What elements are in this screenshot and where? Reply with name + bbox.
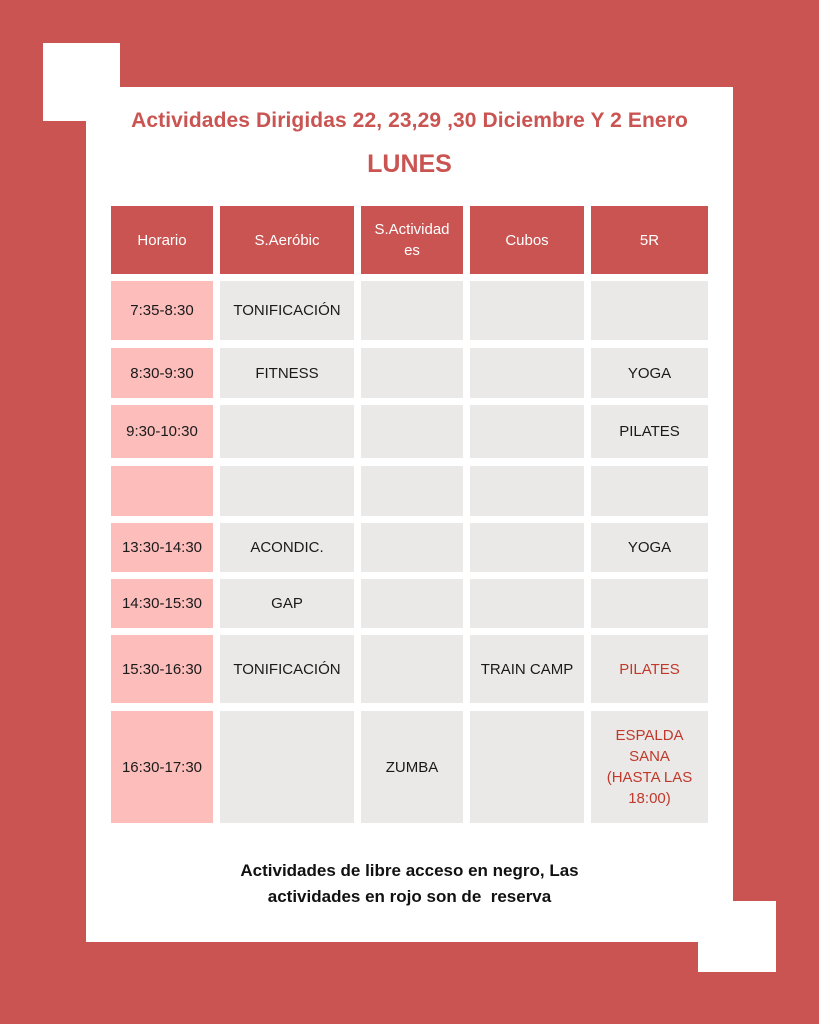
header-horario: Horario <box>111 206 213 274</box>
actividades-cell <box>361 579 463 628</box>
cubos-cell <box>470 523 584 572</box>
cubos-cell <box>470 579 584 628</box>
actividades-cell: ZUMBA <box>361 711 463 823</box>
5r-cell-reserve: ESPALDA SANA (HASTA LAS 18:00) <box>591 711 708 823</box>
aerobic-cell: ACONDIC. <box>220 523 354 572</box>
cubos-cell: TRAIN CAMP <box>470 635 584 703</box>
5r-cell: YOGA <box>591 348 708 398</box>
aerobic-cell: TONIFICACIÓN <box>220 635 354 703</box>
cubos-cell <box>470 711 584 823</box>
header-cubos: Cubos <box>470 206 584 274</box>
cubos-cell <box>470 405 584 458</box>
legend-line-1: Actividades de libre acceso en negro, Las <box>240 861 579 880</box>
legend-note <box>86 858 733 910</box>
legend-line-2: actividades en rojo son de reserva <box>267 887 552 906</box>
aerobic-cell: GAP <box>220 579 354 628</box>
5r-cell <box>591 579 708 628</box>
5r-cell: PILATES <box>591 405 708 458</box>
schedule-title: Actividades Dirigidas 22, 23,29 ,30 Diciembre Y 2 Enero <box>131 109 688 132</box>
actividades-cell <box>361 466 463 516</box>
actividades-cell <box>361 523 463 572</box>
time-cell: 7:35-8:30 <box>111 281 213 340</box>
day-title: LUNES <box>367 150 452 178</box>
header-actividades: S.Actividades <box>361 206 463 274</box>
aerobic-cell: FITNESS <box>220 348 354 398</box>
actividades-cell <box>361 635 463 703</box>
actividades-cell <box>361 405 463 458</box>
time-cell: 14:30-15:30 <box>111 579 213 628</box>
time-cell: 15:30-16:30 <box>111 635 213 703</box>
time-cell: 9:30-10:30 <box>111 405 213 458</box>
header-aerobic: S.Aeróbic <box>220 206 354 274</box>
cubos-cell <box>470 281 584 340</box>
aerobic-cell: TONIFICACIÓN <box>220 281 354 340</box>
actividades-cell <box>361 281 463 340</box>
cubos-cell <box>470 466 584 516</box>
5r-cell <box>591 466 708 516</box>
aerobic-cell <box>220 466 354 516</box>
aerobic-cell <box>220 711 354 823</box>
actividades-cell <box>361 348 463 398</box>
time-cell: 16:30-17:30 <box>111 711 213 823</box>
5r-cell: YOGA <box>591 523 708 572</box>
aerobic-cell <box>220 405 354 458</box>
time-cell: 13:30-14:30 <box>111 523 213 572</box>
header-5r: 5R <box>591 206 708 274</box>
5r-cell <box>591 281 708 340</box>
time-cell: 8:30-9:30 <box>111 348 213 398</box>
corner-square-bottom-right <box>698 901 776 972</box>
cubos-cell <box>470 348 584 398</box>
5r-cell-reserve: PILATES <box>591 635 708 703</box>
time-cell <box>111 466 213 516</box>
schedule-card <box>86 87 733 942</box>
